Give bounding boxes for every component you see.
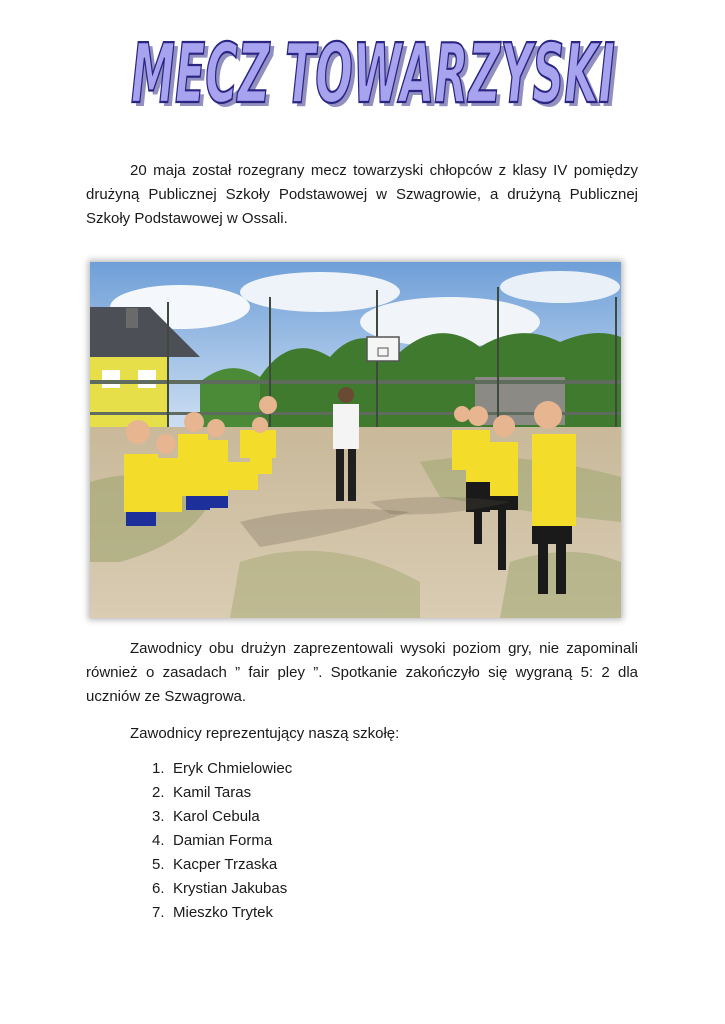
list-item-number: 6.	[152, 880, 165, 897]
list-item	[130, 853, 292, 877]
list-item-number: 2.	[152, 784, 165, 801]
match-photo	[90, 262, 621, 618]
list-item	[130, 805, 292, 829]
list-item-number: 1.	[152, 760, 165, 777]
summary-text: Zawodnicy obu drużyn zaprezentowali wysoki poziom gry, nie zapominali również o zasadach ” fair pley ”. Spotkanie zakończyło się wygraną 5: 2 dla uczniów ze Szwagrowa.	[86, 640, 638, 705]
intro-text: 20 maja został rozegrany mecz towarzyski chłopców z klasy IV pomiędzy drużyną Publicznej Szkoły Podstawowej w Szwagrowie, a drużyną Publicznej Szkoły Podstawowej w Ossali.	[86, 162, 638, 227]
player-name: Eryk Chmielowiec	[173, 760, 293, 777]
list-item-number: 4.	[152, 832, 165, 849]
list-item	[130, 901, 292, 925]
player-name: Krystian Jakubas	[173, 880, 288, 897]
player-name: Damian Forma	[173, 832, 273, 849]
list-item	[130, 757, 292, 781]
list-item	[130, 781, 292, 805]
player-name: Kacper Trzaska	[173, 856, 278, 873]
list-item-number: 5.	[152, 856, 165, 873]
player-name: Kamil Taras	[173, 784, 252, 801]
list-item	[130, 829, 292, 853]
players-heading	[86, 722, 638, 746]
players-heading-text: Zawodnicy reprezentujący naszą szkołę:	[130, 725, 400, 742]
intro-paragraph	[86, 159, 638, 231]
player-name: Karol Cebula	[173, 808, 260, 825]
title-shadow-text: MECZ TOWARZYSKI	[135, 38, 619, 116]
player-name: Mieszko Trytek	[173, 904, 274, 921]
list-item	[130, 877, 292, 901]
title-text: MECZ TOWARZYSKI	[131, 38, 615, 116]
list-item-number: 3.	[152, 808, 165, 825]
summary-paragraph	[86, 637, 638, 709]
page-title	[128, 38, 623, 116]
list-item-number: 7.	[152, 904, 165, 921]
players-list	[130, 757, 292, 925]
